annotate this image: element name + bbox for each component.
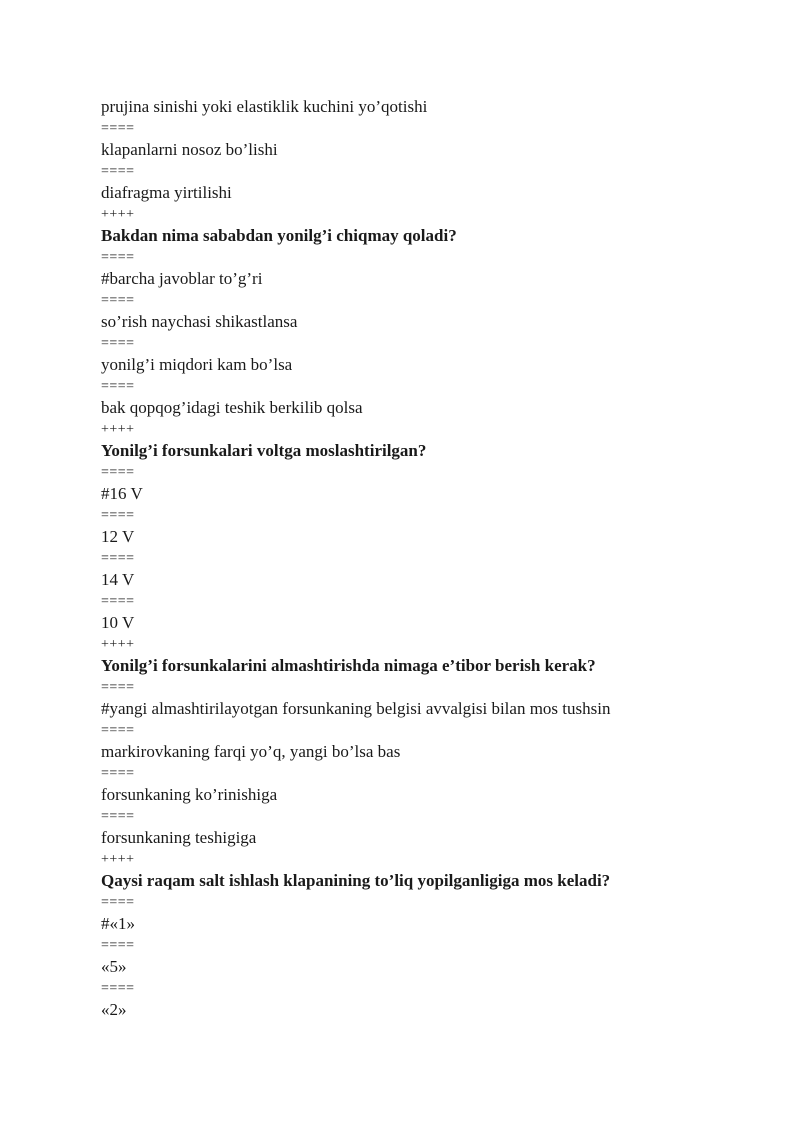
separator-line: ==== [101, 809, 135, 824]
separator-line: ==== [101, 938, 135, 953]
separator-line: ==== [101, 508, 135, 523]
separator-line: ==== [101, 766, 135, 781]
answer-option: #16 V [101, 484, 143, 503]
separator-line: ==== [101, 981, 135, 996]
answer-option: 10 V [101, 613, 135, 632]
separator-line: ==== [101, 293, 135, 308]
separator-line: ==== [101, 164, 135, 179]
answer-option: so’rish naychasi shikastlansa [101, 312, 298, 331]
answer-option: klapanlarni nosoz bo’lishi [101, 140, 278, 159]
separator-line: ==== [101, 379, 135, 394]
separator-line: ==== [101, 551, 135, 566]
separator-line: ==== [101, 723, 135, 738]
separator-line: ++++ [101, 637, 135, 652]
answer-option: «2» [101, 1000, 127, 1019]
answer-option: #«1» [101, 914, 135, 933]
answer-option: forsunkaning ko’rinishiga [101, 785, 278, 804]
answer-option: 12 V [101, 527, 135, 546]
question-text: Bakdan nima sababdan yonilg’i chiqmay qoladi? [101, 226, 457, 245]
separator-line: ==== [101, 895, 135, 910]
answer-option: #barcha javoblar to’g’ri [101, 269, 263, 288]
question-text: Yonilg’i forsunkalari voltga moslashtirilgan? [101, 441, 427, 460]
answer-option: 14 V [101, 570, 135, 589]
answer-option: forsunkaning teshigiga [101, 828, 257, 847]
answer-option: markirovkaning farqi yo’q, yangi bo’lsa bas [101, 742, 401, 761]
separator-line: ==== [101, 250, 135, 265]
separator-line: ==== [101, 336, 135, 351]
answer-option: «5» [101, 957, 127, 976]
document-page [101, 96, 781, 1021]
separator-line: ==== [101, 594, 135, 609]
separator-line: ==== [101, 465, 135, 480]
answer-option: diafragma yirtilishi [101, 183, 232, 202]
answer-option: #yangi almashtirilayotgan forsunkaning belgisi avvalgisi bilan mos tushsin [101, 699, 611, 718]
separator-line: ++++ [101, 852, 135, 867]
question-text: Qaysi raqam salt ishlash klapanining to’liq yopilganligiga mos keladi? [101, 871, 611, 890]
answer-option: bak qopqog’idagi teshik berkilib qolsa [101, 398, 363, 417]
separator-line: ==== [101, 121, 135, 136]
separator-line: ==== [101, 680, 135, 695]
separator-line: ++++ [101, 207, 135, 222]
question-text: Yonilg’i forsunkalarini almashtirishda nimaga e’tibor berish kerak? [101, 656, 596, 675]
separator-line: ++++ [101, 422, 135, 437]
answer-option: prujina sinishi yoki elastiklik kuchini yo’qotishi [101, 97, 428, 116]
answer-option: yonilg’i miqdori kam bo’lsa [101, 355, 293, 374]
